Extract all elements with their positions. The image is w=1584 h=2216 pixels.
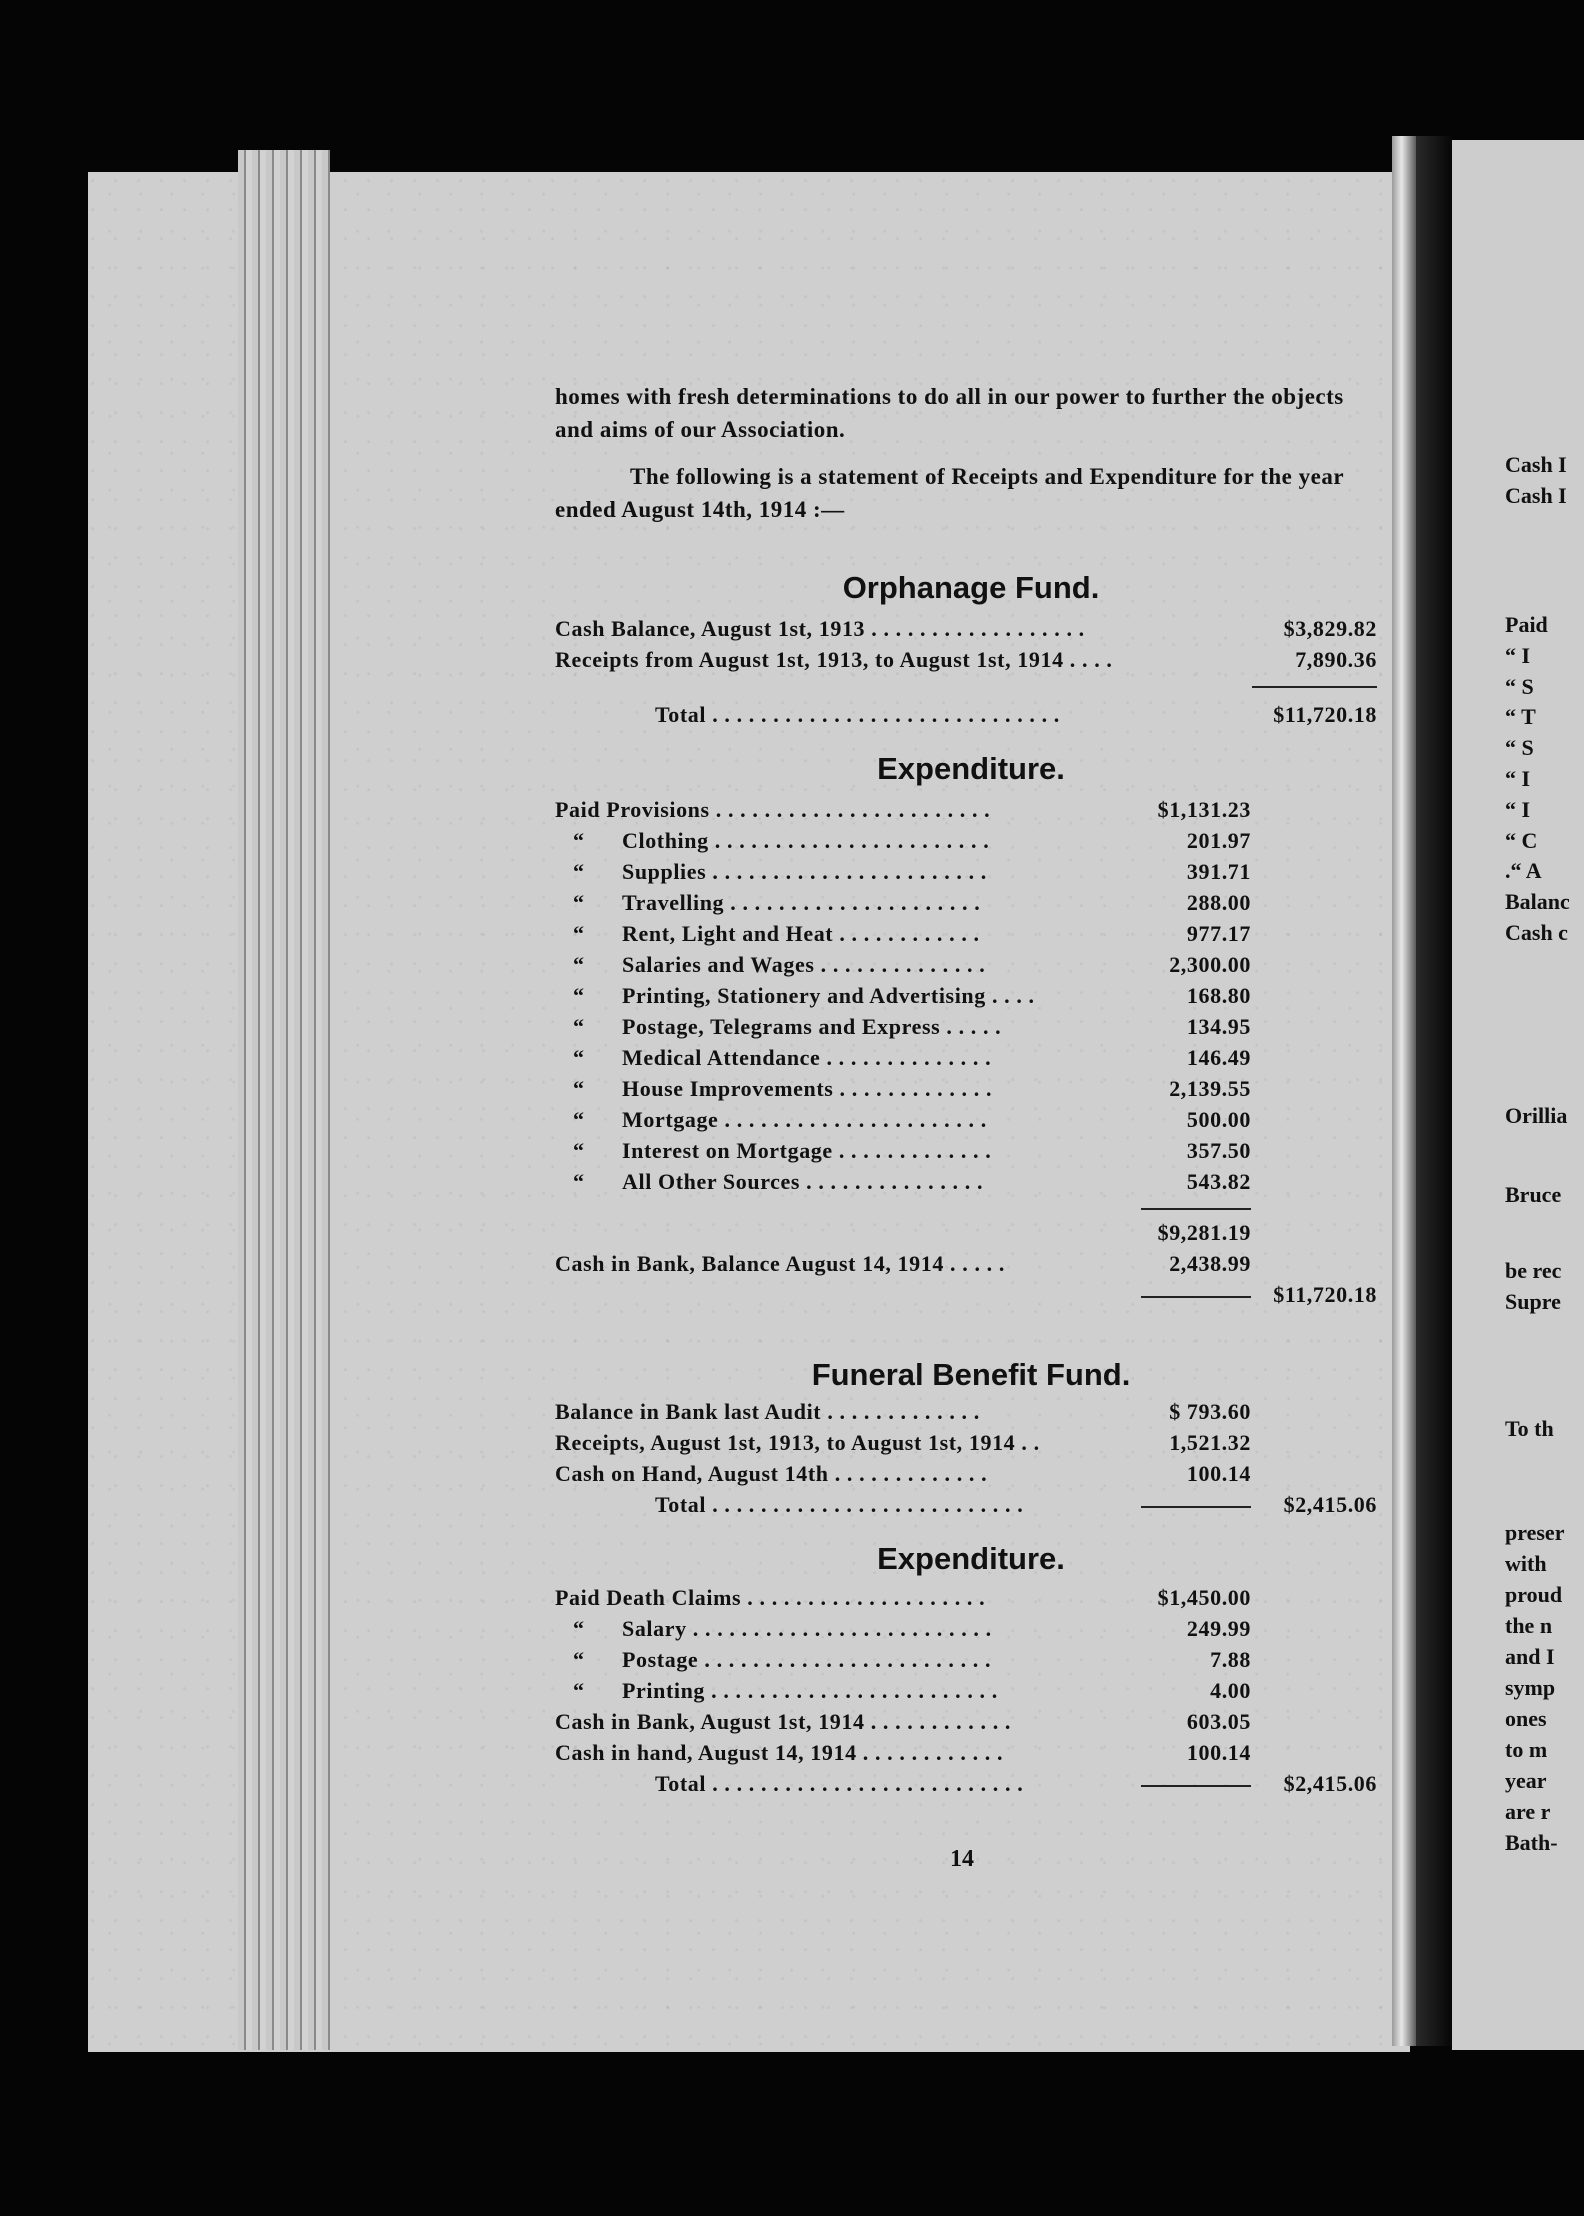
sum-rule: [1141, 1208, 1251, 1210]
sum-rule: [1252, 686, 1377, 688]
row-label: Salary . . . . . . . . . . . . . . . . . . . . . . . . .: [622, 1616, 992, 1641]
row-label: Paid Death Claims . . . . . . . . . . . . . . . . . . . .: [555, 1585, 986, 1610]
row-value: 977.17: [1186, 921, 1251, 946]
row-value: 2,139.55: [1169, 1076, 1251, 1101]
right-page-line: .“ A: [1505, 858, 1542, 883]
right-page-line: “ T: [1505, 704, 1536, 729]
right-page-line: “ C: [1505, 828, 1538, 853]
row-value: 249.99: [1186, 1616, 1251, 1641]
funeral-expenditure-heading: Expenditure.: [877, 1541, 1065, 1576]
expenditure-row: [555, 1647, 1387, 1678]
row-label: House Improvements . . . . . . . . . . . . .: [622, 1076, 993, 1101]
right-page-line: year: [1505, 1768, 1547, 1793]
row-value: 7,890.36: [1295, 647, 1377, 672]
expenditure-row: [555, 921, 1387, 952]
right-page-line: Balanc: [1505, 889, 1570, 914]
row-label: Cash Balance, August 1st, 1913 . . . . . . . . . . . . . . . . . .: [555, 616, 1085, 641]
right-page-line: to m: [1505, 1737, 1548, 1762]
row-value: 4.00: [1210, 1678, 1251, 1703]
expenditure-row: [555, 890, 1387, 921]
row-label: All Other Sources . . . . . . . . . . . . . . .: [622, 1169, 984, 1194]
ditto-mark: “: [573, 1169, 585, 1194]
right-page-line: Cash I: [1505, 483, 1567, 508]
page-number: 14: [950, 1846, 974, 1872]
total-value: $11,720.18: [1273, 702, 1377, 727]
expenditure-row: [555, 1076, 1387, 1107]
ditto-mark: “: [573, 1138, 585, 1163]
row-label: Printing, Stationery and Advertising . . . .: [622, 983, 1035, 1008]
subtotal-value: $9,281.19: [1157, 1220, 1251, 1245]
row-label: Receipts from August 1st, 1913, to August 1st, 1914 . . . .: [555, 647, 1113, 672]
row-label: Rent, Light and Heat . . . . . . . . . . . .: [622, 921, 980, 946]
row-value: 168.80: [1186, 983, 1251, 1008]
row-label: Paid Provisions . . . . . . . . . . . . . . . . . . . . . . .: [555, 797, 991, 822]
total-label: Total . . . . . . . . . . . . . . . . . . . . . . . . . .: [655, 1492, 1024, 1517]
row-value: 7.88: [1210, 1647, 1251, 1672]
row-value: 2,438.99: [1169, 1251, 1251, 1276]
orphanage-fund-heading: Orphanage Fund.: [842, 570, 1100, 605]
expenditure-row: [555, 1138, 1387, 1169]
left-page-content: [555, 380, 1387, 1802]
row-label: Interest on Mortgage . . . . . . . . . . . . .: [622, 1138, 992, 1163]
ditto-mark: “: [573, 921, 585, 946]
right-page: [1452, 140, 1584, 2050]
ditto-mark: “: [573, 1014, 585, 1039]
funeral-benefit-fund-heading: Funeral Benefit Fund.: [811, 1357, 1131, 1392]
funeral-row: [555, 1461, 1387, 1492]
row-value: 134.95: [1186, 1014, 1251, 1039]
right-page-line: proud: [1505, 1582, 1563, 1607]
total-label: Total . . . . . . . . . . . . . . . . . . . . . . . . . . . . .: [655, 702, 1060, 727]
right-page-line: symp: [1505, 1675, 1556, 1700]
funeral-exp-total-row: [555, 1771, 1387, 1802]
row-value: 1,521.32: [1169, 1430, 1251, 1455]
sum-rule: [1141, 1506, 1251, 1508]
row-value: $1,131.23: [1157, 797, 1251, 822]
expenditure-row: [555, 1045, 1387, 1076]
right-page-line: preser: [1505, 1520, 1565, 1545]
row-label: Cash on Hand, August 14th . . . . . . . . . . . . .: [555, 1461, 988, 1486]
ditto-mark: “: [573, 828, 585, 853]
ditto-mark: “: [573, 1678, 585, 1703]
ditto-mark: “: [573, 859, 585, 884]
subtotal-row: [555, 1220, 1387, 1251]
ditto-mark: “: [573, 1616, 585, 1641]
row-value: 391.71: [1186, 859, 1251, 884]
orphanage-row: [555, 616, 1387, 647]
sum-rule: [1141, 1785, 1251, 1787]
right-page-line: “ S: [1505, 674, 1534, 699]
right-page-line: ones: [1505, 1706, 1547, 1731]
page-edge: [1392, 136, 1416, 2046]
row-value: 357.50: [1186, 1138, 1251, 1163]
book-gutter: [1416, 136, 1452, 2046]
right-page-line: Cash c: [1505, 920, 1568, 945]
funeral-row: [555, 1430, 1387, 1461]
row-label: Mortgage . . . . . . . . . . . . . . . . . . . . . .: [622, 1107, 987, 1132]
row-label: Cash in Bank, August 1st, 1914 . . . . . . . . . . . .: [555, 1709, 1011, 1734]
row-value: $ 793.60: [1169, 1399, 1251, 1424]
right-page-line: Cash I: [1505, 452, 1567, 477]
ditto-mark: “: [573, 1107, 585, 1132]
total-value: $2,415.06: [1283, 1771, 1377, 1796]
expenditure-row: [555, 797, 1387, 828]
row-label: Cash in Bank, Balance August 14, 1914 . . . . .: [555, 1251, 1005, 1276]
ditto-mark: “: [573, 1647, 585, 1672]
row-value: 2,300.00: [1169, 952, 1251, 977]
row-label: Postage, Telegrams and Express . . . . .: [622, 1014, 1002, 1039]
row-value: 146.49: [1186, 1045, 1251, 1070]
row-label: Balance in Bank last Audit . . . . . . . . . . . . .: [555, 1399, 980, 1424]
grand-total-value: $11,720.18: [1273, 1282, 1377, 1307]
ditto-mark: “: [573, 952, 585, 977]
row-value: 201.97: [1186, 828, 1251, 853]
funeral-row: [555, 1399, 1387, 1430]
expenditure-row: [555, 1616, 1387, 1647]
sum-rule: [1141, 1296, 1251, 1298]
row-label: Travelling . . . . . . . . . . . . . . . . . . . . .: [622, 890, 981, 915]
right-page-line: Bath-: [1505, 1830, 1558, 1855]
total-value: $2,415.06: [1283, 1492, 1377, 1517]
expenditure-row: [555, 1107, 1387, 1138]
row-label: Receipts, August 1st, 1913, to August 1st, 1914 . .: [555, 1430, 1040, 1455]
expenditure-row: [555, 983, 1387, 1014]
grand-total-row: [555, 1282, 1387, 1313]
total-label: Total . . . . . . . . . . . . . . . . . . . . . . . . . .: [655, 1771, 1024, 1796]
row-label: Printing . . . . . . . . . . . . . . . . . . . . . . . .: [622, 1678, 998, 1703]
row-value: $3,829.82: [1283, 616, 1377, 641]
right-page-line: be rec: [1505, 1258, 1562, 1283]
row-value: $1,450.00: [1157, 1585, 1251, 1610]
right-page-line: “ S: [1505, 735, 1534, 760]
expenditure-row: [555, 1678, 1387, 1709]
expenditure-row: [555, 1740, 1387, 1771]
right-page-line: Supre: [1505, 1289, 1561, 1314]
bank-balance-row: [555, 1251, 1387, 1282]
row-label: Salaries and Wages . . . . . . . . . . . . . .: [622, 952, 986, 977]
orphanage-total-row: [555, 702, 1387, 733]
ditto-mark: “: [573, 1076, 585, 1101]
row-value: 100.14: [1186, 1461, 1251, 1486]
ditto-mark: “: [573, 983, 585, 1008]
right-page-line: with: [1505, 1551, 1547, 1576]
row-value: 288.00: [1186, 890, 1251, 915]
expenditure-row: [555, 828, 1387, 859]
row-value: 500.00: [1186, 1107, 1251, 1132]
row-value: 603.05: [1186, 1709, 1251, 1734]
page-binding-edges: [238, 150, 330, 2050]
intro-paragraph-2: The following is a statement of Receipts and Expenditure for the year ended August 14th, 1914 :—: [555, 464, 1344, 522]
intro-paragraph-1: homes with fresh determinations to do all in our power to further the objects and aims of our Association.: [555, 384, 1344, 442]
ditto-mark: “: [573, 890, 585, 915]
row-value: 100.14: [1186, 1740, 1251, 1765]
row-label: Cash in hand, August 14, 1914 . . . . . . . . . . . .: [555, 1740, 1004, 1765]
expenditure-row: [555, 952, 1387, 983]
right-page-line: “ I: [1505, 766, 1531, 791]
right-page-line: Bruce: [1505, 1182, 1562, 1207]
right-page-line: “ I: [1505, 797, 1531, 822]
row-label: Postage . . . . . . . . . . . . . . . . . . . . . . . .: [622, 1647, 992, 1672]
right-page-line: are r: [1505, 1799, 1551, 1824]
right-page-line: To th: [1505, 1416, 1554, 1441]
orphanage-row: [555, 647, 1387, 678]
right-page-line: and I: [1505, 1644, 1555, 1669]
expenditure-row: [555, 1014, 1387, 1045]
right-page-line: the n: [1505, 1613, 1553, 1638]
row-label: Clothing . . . . . . . . . . . . . . . . . . . . . . .: [622, 828, 990, 853]
row-value: 543.82: [1186, 1169, 1251, 1194]
expenditure-row: [555, 1169, 1387, 1200]
right-page-line: “ I: [1505, 643, 1531, 668]
row-label: Medical Attendance . . . . . . . . . . . . . .: [622, 1045, 992, 1070]
right-page-line: Orillia: [1505, 1103, 1568, 1128]
expenditure-row: [555, 1585, 1387, 1616]
orphanage-expenditure-heading: Expenditure.: [877, 751, 1065, 786]
expenditure-row: [555, 1709, 1387, 1740]
expenditure-row: [555, 859, 1387, 890]
row-label: Supplies . . . . . . . . . . . . . . . . . . . . . . .: [622, 859, 987, 884]
right-page-line: Paid: [1505, 612, 1548, 637]
funeral-total-row: [555, 1492, 1387, 1523]
ditto-mark: “: [573, 1045, 585, 1070]
